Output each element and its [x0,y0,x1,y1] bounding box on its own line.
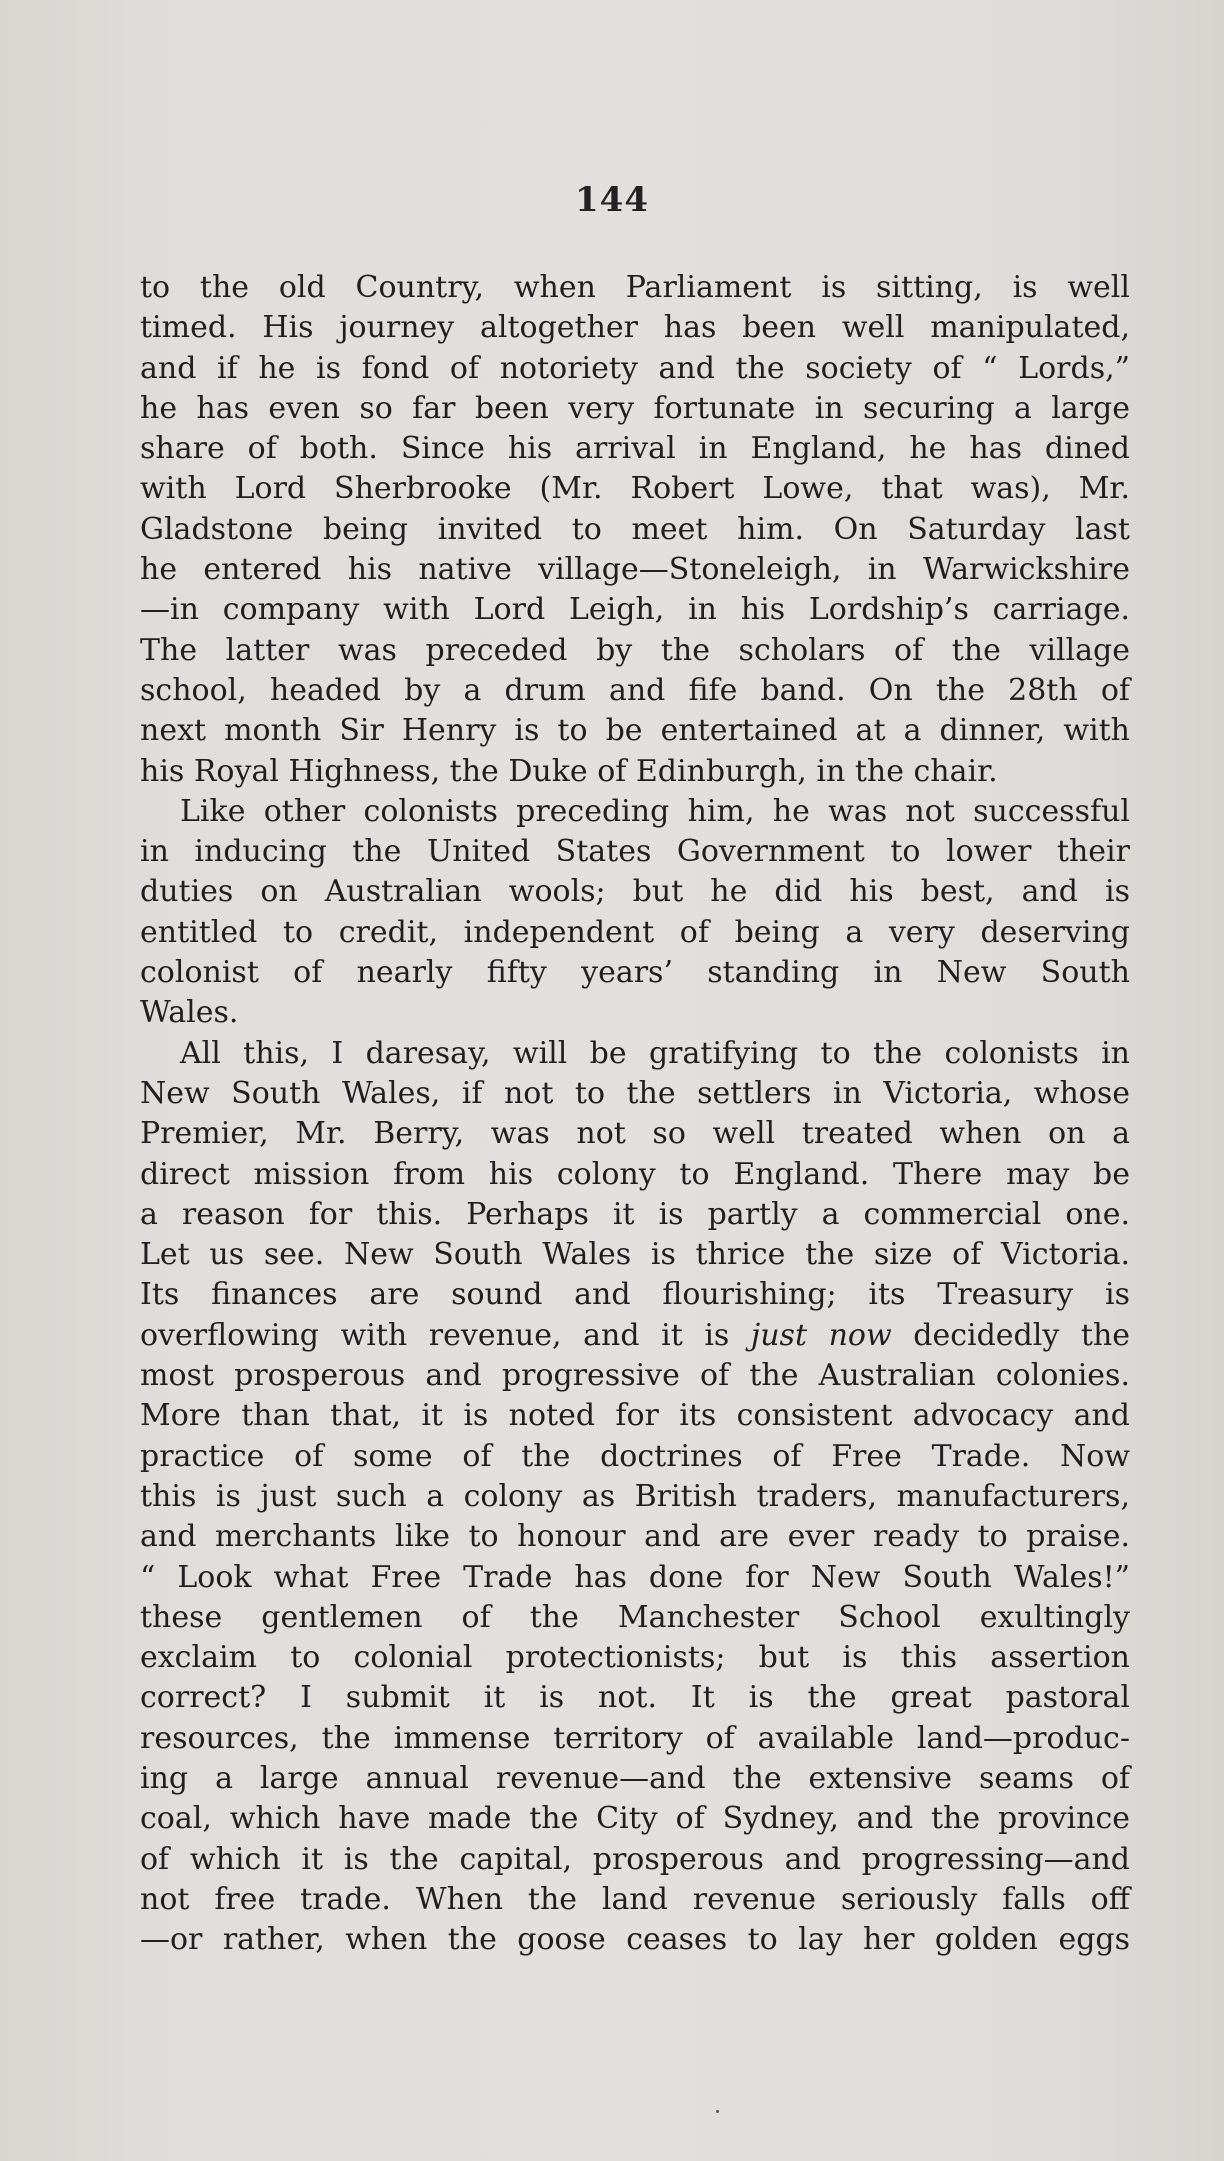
text-line: he has even so far been very fortunate in securing a large [140,390,1130,426]
text-line: practice of some of the doctrines of Free Trade. Now [140,1438,1130,1474]
text-line: this is just such a colony as British traders, manufacturers, [140,1478,1130,1514]
text-line: overflowing with revenue, and it is just now decidedly the [140,1317,1131,1353]
text-line: The latter was preceded by the scholars of the village [140,632,1130,668]
paragraph-3 [140,1034,1130,1961]
text-line: a reason for this. Perhaps it is partly a commercial one. [140,1196,1130,1232]
text-line: exclaim to colonial protectionists; but is this assertion [140,1640,1130,1676]
paragraph-2 [140,792,1130,1034]
page-number: 144 [575,180,649,220]
text-line: to the old Country, when Parliament is sitting, is well [140,270,1130,305]
text-line: duties on Australian wools; but he did his best, and is [140,874,1130,910]
text-line: and merchants like to honour and are ever ready to praise. [140,1519,1130,1555]
text-line: Premier, Mr. Berry, was not so well treated when on a [140,1116,1130,1152]
text-line: with Lord Sherbrooke (Mr. Robert Lowe, that was), Mr. [140,471,1130,507]
italic-emphasis: just now [750,1317,892,1353]
text-line: colonist of nearly fifty years’ standing in New South [140,955,1130,991]
text-line: —or rather, when the goose ceases to lay her golden eggs [140,1922,1130,1958]
text-line: most prosperous and progressive of the Australian colonies. [140,1358,1130,1394]
paragraph-1 [140,268,1130,792]
text-line: next month Sir Henry is to be entertained at a dinner, with [140,713,1130,749]
text-line: and if he is fond of notoriety and the society of “ Lords,” [140,350,1130,386]
text-line: he entered his native village—Stoneleigh, in Warwickshire [140,552,1130,588]
text-line: entitled to credit, independent of being a very deserving [140,914,1130,950]
text-line: Let us see. New South Wales is thrice the size of Victoria. [140,1237,1130,1273]
text-line: Its finances are sound and flourishing; its Treasury is [140,1277,1130,1313]
text-line: All this, I daresay, will be gratifying to the colonists in [180,1035,1130,1071]
body-text [140,268,1130,1960]
text-line: More than that, it is noted for its consistent advocacy and [140,1398,1130,1434]
paper-speck [716,2110,719,2113]
text-line: resources, the immense territory of available land—produc- [140,1720,1130,1756]
text-line: correct? I submit it is not. It is the great pastoral [140,1680,1130,1716]
text-line: Wales. [140,995,239,1031]
text-line: timed. His journey altogether has been well manipulated, [140,310,1130,346]
text-line: share of both. Since his arrival in England, he has dined [140,431,1130,467]
text-line: coal, which have made the City of Sydney, and the province [140,1801,1130,1837]
text-line: ing a large annual revenue—and the extensive seams of [140,1760,1130,1796]
text-line: New South Wales, if not to the settlers in Victoria, whose [140,1075,1130,1111]
text-line: Like other colonists preceding him, he was not successful [180,793,1130,829]
text-line: school, headed by a drum and fife band. On the 28th of [140,672,1130,708]
text-line: —in company with Lord Leigh, in his Lordship’s carriage. [140,592,1130,628]
text-line: his Royal Highness, the Duke of Edinburgh, in the chair. [140,753,998,789]
text-line: these gentlemen of the Manchester School exultingly [140,1599,1130,1635]
text-line: Gladstone being invited to meet him. On Saturday last [140,511,1130,547]
text-line: of which it is the capital, prosperous and progressing—and [140,1841,1130,1877]
text-line: not free trade. When the land revenue seriously falls off [140,1881,1130,1917]
text-line: in inducing the United States Government to lower their [140,834,1130,870]
text-line: direct mission from his colony to England. There may be [140,1156,1130,1192]
text-line: “ Look what Free Trade has done for New South Wales!” [140,1559,1130,1595]
